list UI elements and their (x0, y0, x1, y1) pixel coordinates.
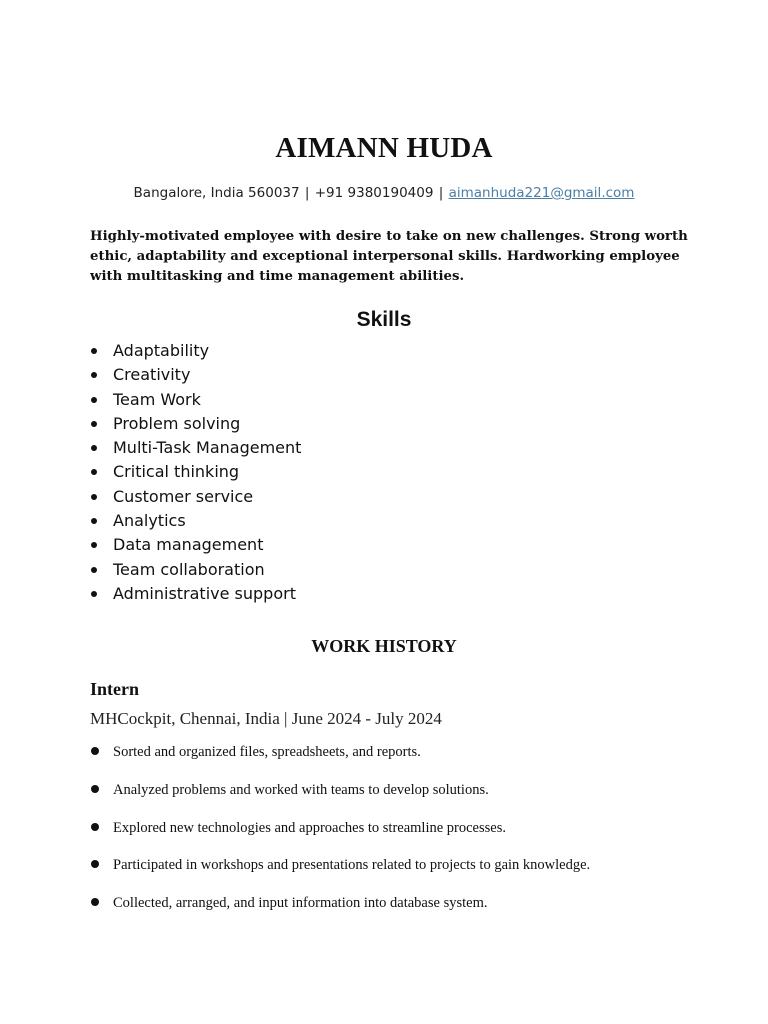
contact-email-link[interactable]: aimanhuda221@gmail.com (448, 185, 635, 201)
skill-label: Adaptability (113, 341, 210, 360)
contact-phone: +91 9380190409 (314, 185, 434, 201)
bullet-icon (91, 518, 97, 524)
bullet-icon (91, 348, 97, 354)
bullet-icon (91, 860, 99, 868)
skill-label: Administrative support (113, 583, 296, 603)
bullet-icon (91, 567, 97, 573)
job-duties-list (90, 740, 710, 929)
duty-text: Participated in workshops and presentations related to projects to gain knowledge. (113, 857, 591, 874)
duty-text: Analyzed problems and worked with teams to develop solutions. (113, 781, 489, 798)
candidate-name: AIMANN HUDA (275, 132, 493, 164)
bullet-icon (91, 445, 97, 451)
contact-separator: | (304, 185, 310, 201)
skill-label: Creativity (113, 365, 191, 385)
skill-item (90, 533, 590, 557)
contact-location: Bangalore, India 560037 (133, 185, 300, 201)
bullet-icon (91, 747, 99, 755)
duty-text: Sorted and organized files, spreadsheets, and reports. (113, 744, 421, 760)
skill-item (90, 582, 590, 606)
bullet-icon (91, 372, 97, 378)
bullet-icon (91, 469, 97, 475)
duty-item (90, 740, 710, 778)
bullet-icon (91, 823, 99, 831)
work-history-heading: WORK HISTORY (311, 636, 457, 656)
bullet-icon (91, 494, 97, 500)
skill-label: Customer service (113, 486, 254, 506)
skill-item (90, 412, 590, 436)
skill-item (90, 388, 590, 412)
skills-list (90, 339, 590, 606)
skill-item (90, 460, 590, 484)
skills-heading: Skills (356, 308, 412, 331)
duty-text: Explored new technologies and approaches to streamline processes. (113, 819, 506, 836)
skill-item (90, 485, 590, 509)
skill-item (90, 558, 590, 582)
duty-item (90, 891, 710, 929)
skill-label: Critical thinking (113, 462, 240, 482)
contact-separator: | (438, 185, 444, 201)
bullet-icon (91, 898, 99, 906)
skill-item (90, 509, 590, 533)
bullet-icon (91, 397, 97, 403)
skill-label: Analytics (113, 511, 186, 531)
bullet-icon (91, 785, 99, 793)
skill-label: Multi-Task Management (113, 438, 302, 458)
professional-summary: Highly-motivated employee with desire to take on new challenges. Strong worth ethic, adaptability and exceptional interpersonal skills. Hardworking employee with multitasking and time management abilities. (90, 229, 688, 284)
skill-item (90, 339, 590, 363)
skill-item (90, 436, 590, 460)
bullet-icon (91, 542, 97, 548)
skill-label: Problem solving (113, 413, 241, 433)
skill-label: Team collaboration (113, 559, 265, 579)
contact-line (0, 185, 768, 201)
duty-item (90, 816, 710, 854)
skill-item (90, 363, 590, 387)
duty-item (90, 853, 710, 891)
job-title: Intern (90, 679, 139, 699)
skill-label: Team Work (113, 389, 201, 409)
bullet-icon (91, 421, 97, 427)
skill-label: Data management (113, 535, 264, 555)
duty-item (90, 778, 710, 816)
bullet-icon (91, 591, 97, 597)
duty-text: Collected, arranged, and input information into database system. (113, 895, 488, 912)
job-meta: MHCockpit, Chennai, India | June 2024 - July 2024 (90, 709, 442, 728)
